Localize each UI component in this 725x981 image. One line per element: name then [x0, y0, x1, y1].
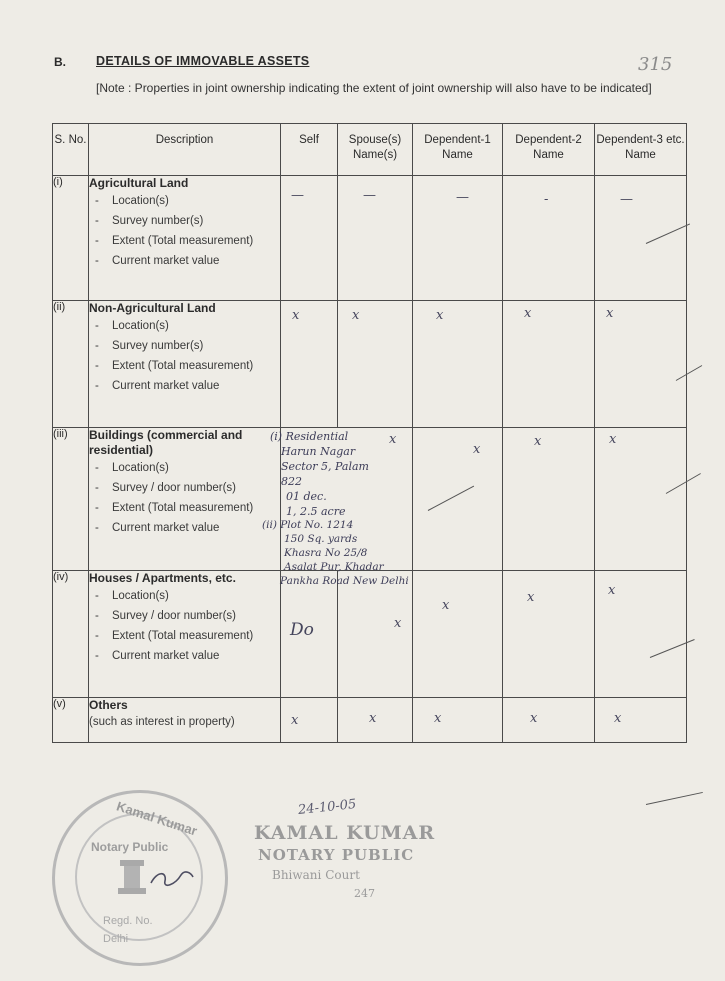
field-location: - Location(s) [89, 319, 262, 334]
item-title: Agricultural Land [89, 176, 189, 190]
mark-r4-spouse: x [394, 616, 402, 631]
handwritten-building-details-2: (ii) Plot No. 1214 150 Sq. yards Khasra No 25/8 Asalat Pur, Khadar Pankha Road New Delhi [262, 519, 409, 587]
row-description [89, 301, 281, 428]
field-survey-number: - Survey number(s) [89, 214, 262, 229]
cell-dependent-1 [413, 301, 503, 428]
field-extent: - Extent (Total measurement) [89, 359, 262, 374]
cell-spouse [338, 301, 413, 428]
mark-r2-spouse: x [352, 308, 360, 323]
row-number: (i) [53, 176, 89, 301]
section-title: DETAILS OF IMMOVABLE ASSETS [96, 54, 310, 68]
mark-r4-dep2: x [527, 590, 535, 605]
cell-dependent-2 [503, 176, 595, 301]
seal-mid-text: Notary Public [91, 840, 169, 854]
mark-r5-spouse: x [369, 711, 377, 726]
mark-r4-dep3: x [608, 583, 616, 598]
margin-stroke [646, 792, 703, 805]
seal-bottom-text-2: Delhi [103, 933, 129, 945]
handwritten-date: 24-10-05 [297, 796, 358, 819]
stamp-name: KAMAL KUMAR [254, 822, 436, 844]
notary-stamp [254, 822, 435, 900]
header-self: Self [281, 124, 338, 176]
field-location: - Location(s) [89, 589, 262, 604]
mark-r1-dep1: — [456, 190, 469, 205]
cell-dependent-3 [595, 428, 687, 571]
cell-self [281, 698, 338, 743]
cell-dependent-1 [413, 571, 503, 698]
field-market-value: - Current market value [89, 649, 262, 664]
field-market-value: - Current market value [89, 521, 262, 536]
seal-top-text: Kamal Kumar [114, 798, 200, 839]
mark-r4-self: Do [290, 620, 314, 640]
item-title: Buildings (commercial and residential) [89, 428, 243, 457]
cell-dependent-1 [413, 698, 503, 743]
header-dependent-3: Dependent-3 etc. Name [595, 124, 687, 176]
cell-dependent-2 [503, 698, 595, 743]
emblem-icon [115, 858, 149, 898]
mark-r5-dep1: x [434, 711, 442, 726]
item-title: Others [89, 698, 128, 712]
mark-r1-dep2: - [544, 192, 549, 207]
stamp-reg-no: 247 [354, 887, 375, 900]
cell-self [281, 176, 338, 301]
cell-dependent-2 [503, 428, 595, 571]
row-number: (iii) [53, 428, 89, 571]
cell-spouse [338, 571, 413, 698]
table-row [53, 301, 687, 428]
mark-r2-self: x [292, 308, 300, 323]
field-location: - Location(s) [89, 461, 262, 476]
header-spouse: Spouse(s) Name(s) [338, 124, 413, 176]
row-description [89, 176, 281, 301]
mark-r5-self: x [291, 713, 299, 728]
field-survey-door-number: - Survey / door number(s) [89, 609, 262, 624]
item-title: Houses / Apartments, etc. [89, 571, 236, 585]
notary-seal [52, 790, 228, 966]
stamp-role: NOTARY PUBLIC [258, 846, 415, 864]
field-extent: - Extent (Total measurement) [89, 234, 262, 249]
mark-r3-dep1: x [473, 442, 481, 457]
cell-dependent-1 [413, 428, 503, 571]
cell-self [281, 301, 338, 428]
mark-r5-dep2: x [530, 711, 538, 726]
header-dependent-2: Dependent-2 Name [503, 124, 595, 176]
cell-dependent-3 [595, 176, 687, 301]
mark-r2-dep3: x [606, 306, 614, 321]
mark-r3-dep3: x [609, 432, 617, 447]
field-market-value: - Current market value [89, 254, 262, 269]
mark-r5-dep3: x [614, 711, 622, 726]
header-dependent-1: Dependent-1 Name [413, 124, 503, 176]
mark-r3-spouse: x [389, 432, 397, 447]
table-header-row [53, 124, 687, 176]
mark-r3-dep2: x [534, 434, 542, 449]
signature-scribble [147, 865, 197, 893]
mark-r1-self: — [291, 188, 304, 203]
row-description [89, 428, 281, 571]
item-subtitle: (such as interest in property) [89, 716, 235, 728]
row-description [89, 698, 281, 743]
row-number: (iv) [53, 571, 89, 698]
header-sno: S. No. [53, 124, 89, 176]
mark-r1-dep3: — [620, 192, 633, 207]
item-title: Non-Agricultural Land [89, 301, 216, 315]
table-row [53, 571, 687, 698]
mark-r2-dep2: x [524, 306, 532, 321]
field-survey-number: - Survey number(s) [89, 339, 262, 354]
cell-dependent-3 [595, 698, 687, 743]
handwritten-page-number: 315 [638, 54, 673, 75]
row-number: (ii) [53, 301, 89, 428]
mark-r1-spouse: — [363, 188, 376, 203]
mark-r2-dep1: x [436, 308, 444, 323]
cell-dependent-2 [503, 571, 595, 698]
row-number: (v) [53, 698, 89, 743]
section-letter: B. [54, 55, 66, 69]
immovable-assets-table [52, 123, 687, 743]
stamp-court: Bhiwani Court [272, 868, 360, 882]
header-description: Description [89, 124, 281, 176]
row-description [89, 571, 281, 698]
mark-r4-dep1: x [442, 598, 450, 613]
field-location: - Location(s) [89, 194, 262, 209]
handwritten-building-details-1: (i) Residential Harun Nagar Sector 5, Palam 822 01 dec. 1, 2.5 acre [270, 430, 369, 518]
field-market-value: - Current market value [89, 379, 262, 394]
seal-bottom-text: Regd. No. [103, 915, 153, 927]
field-extent: - Extent (Total measurement) [89, 501, 262, 516]
cell-dependent-2 [503, 301, 595, 428]
field-survey-door-number: - Survey / door number(s) [89, 481, 262, 496]
field-extent: - Extent (Total measurement) [89, 629, 262, 644]
section-note: [Note : Properties in joint ownership indicating the extent of joint ownership will also have to be indicated] [96, 81, 652, 95]
